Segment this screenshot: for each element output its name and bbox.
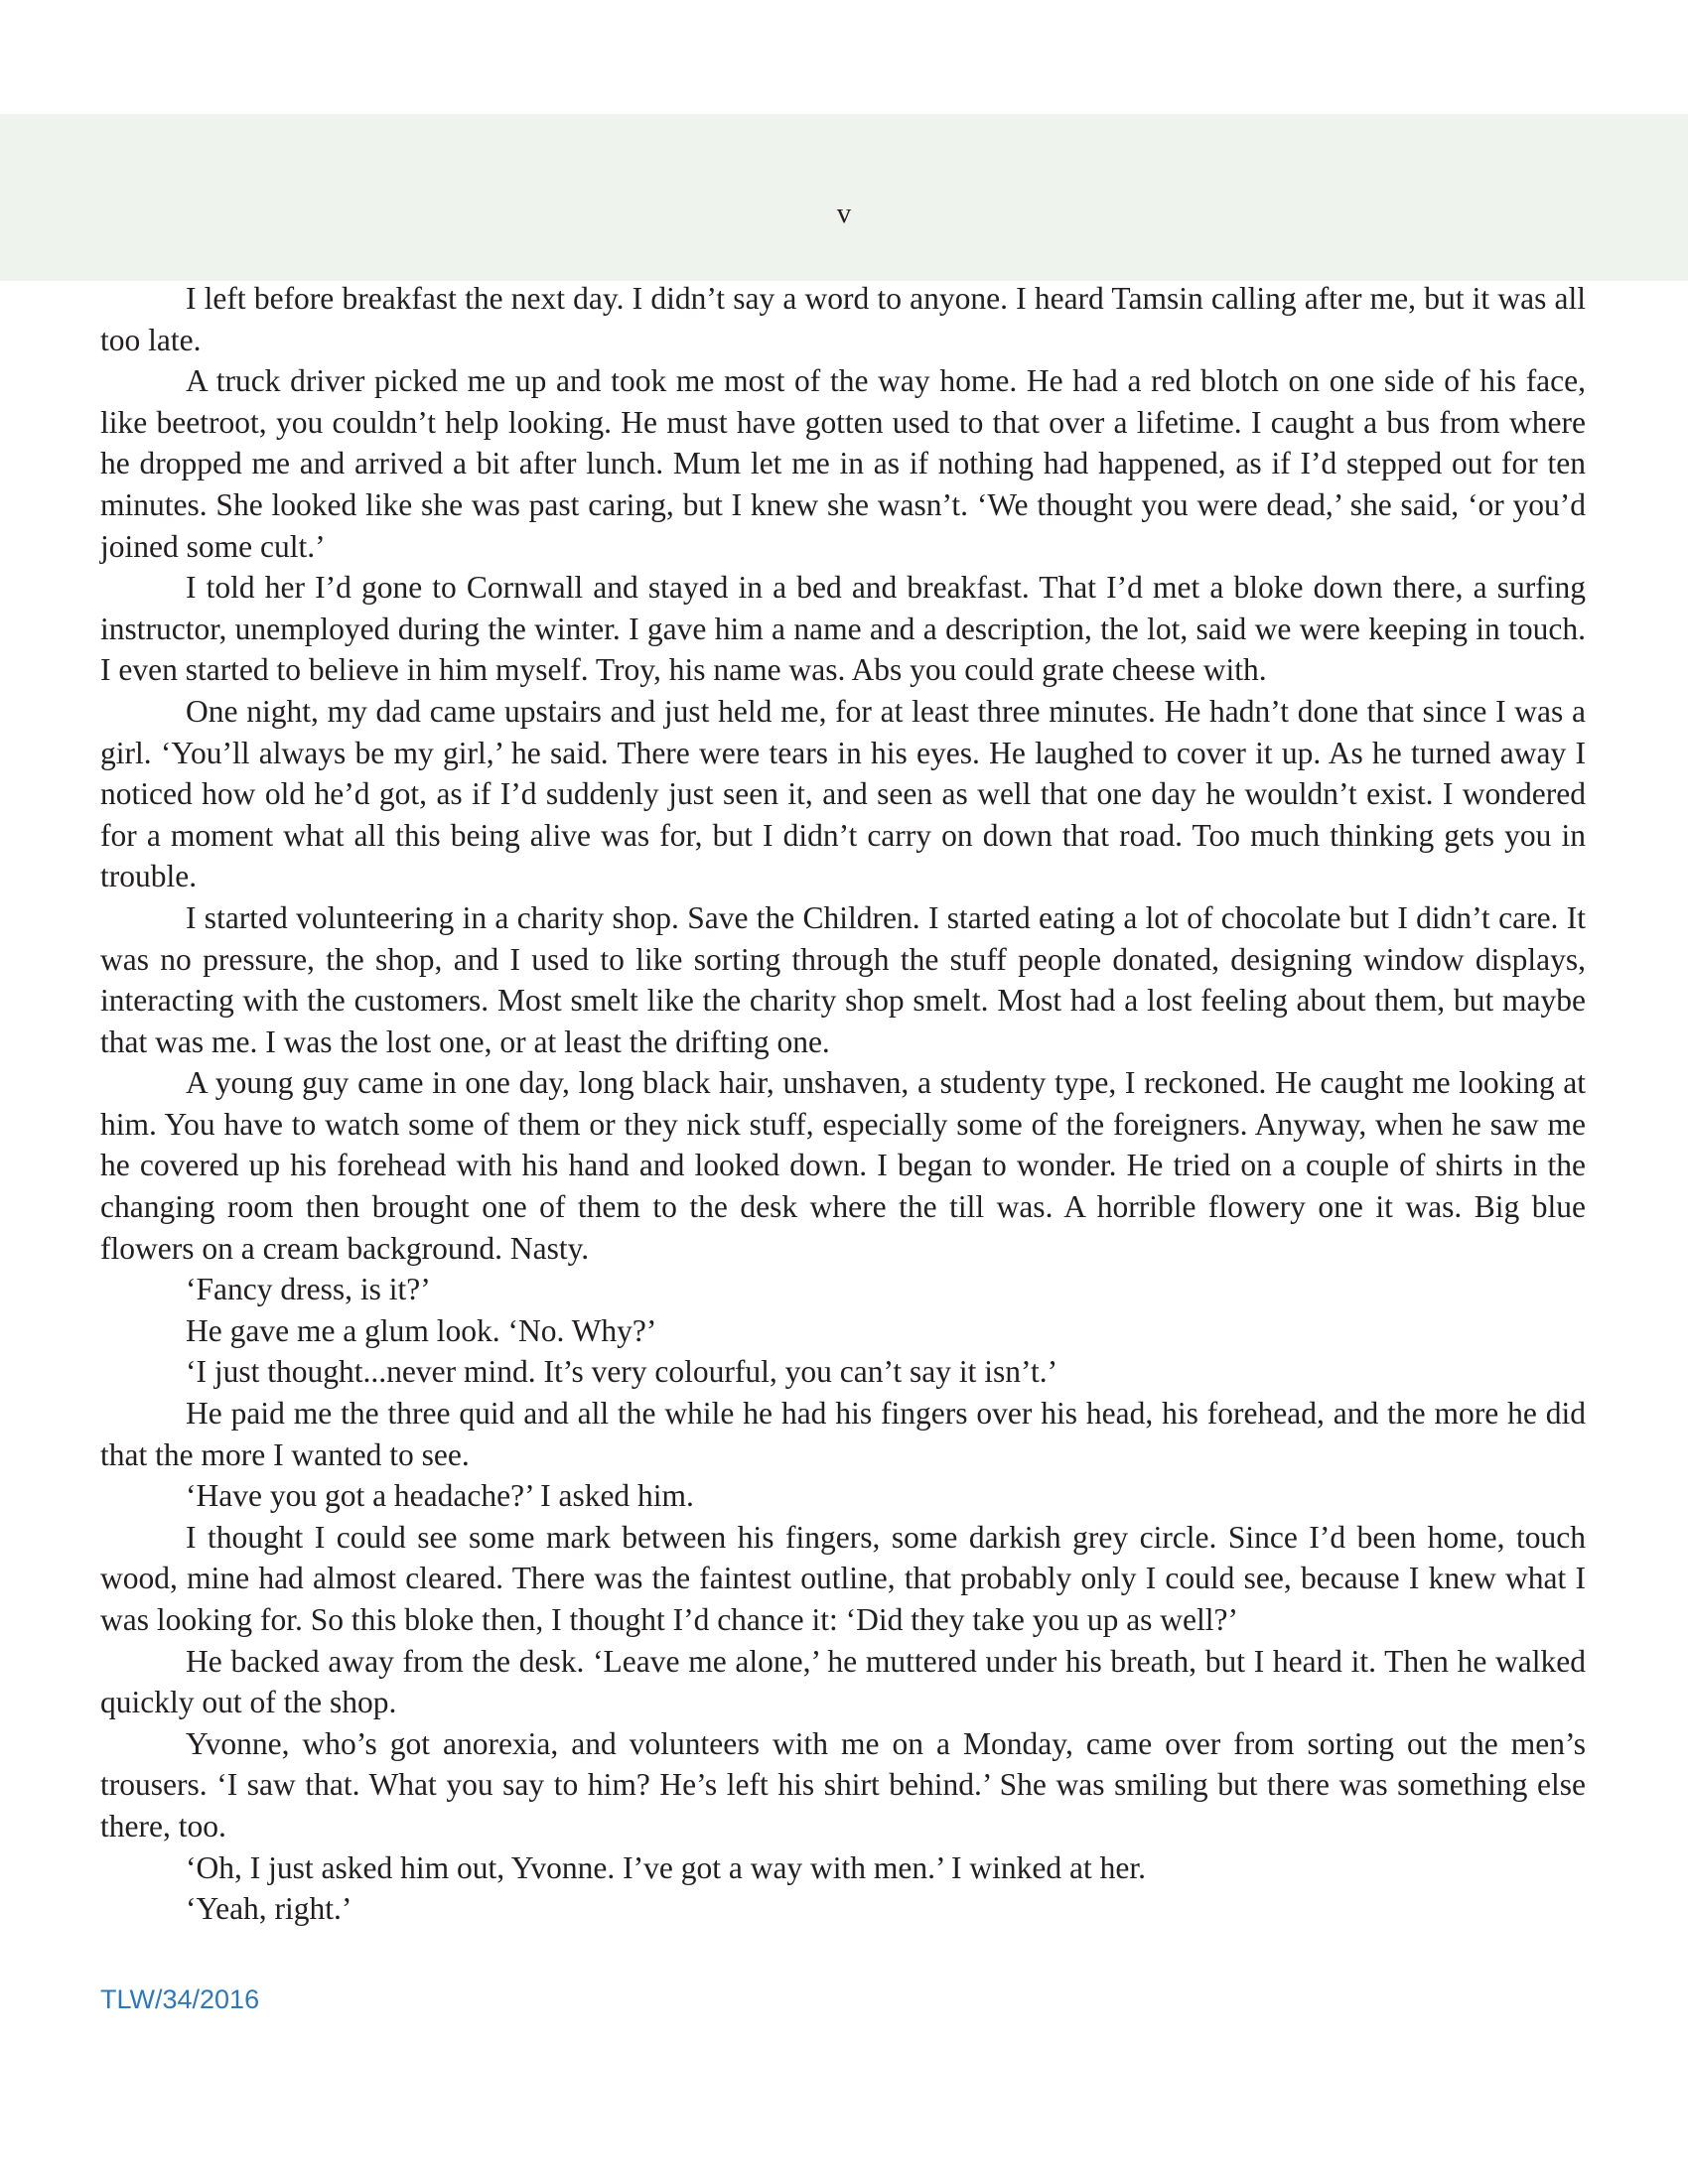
paragraph-9: ‘I just thought...never mind. It’s very colourful, you can’t say it isn’t.’ — [186, 1354, 1058, 1390]
paragraph-16: ‘Yeah, right.’ — [186, 1891, 352, 1927]
paragraph-8: He gave me a glum look. ‘No. Why?’ — [186, 1312, 657, 1348]
story-text — [100, 278, 1586, 1930]
paragraph-10: He paid me the three quid and all the while he had his fingers over his head, his forehead, and the more he did that the more I wanted to see. — [100, 1396, 1586, 1472]
paragraph-15: ‘Oh, I just asked him out, Yvonne. I’ve got a way with men.’ I winked at her. — [186, 1849, 1146, 1885]
paragraph-7: ‘Fancy dress, is it?’ — [186, 1272, 431, 1307]
paragraph-14: Yvonne, who’s got anorexia, and volunteers with me on a Monday, came over from sorting out the men’s trousers. ‘I saw that. What you say to him? He’s left his shirt behind.’ She was smiling but there was something else there, too. — [100, 1725, 1586, 1843]
document-reference: TLW/34/2016 — [100, 1984, 260, 2014]
paragraph-1: I left before breakfast the next day. I didn’t say a word to anyone. I heard Tamsin calling after me, but it was all too late. — [100, 281, 1586, 357]
paragraph-3: I told her I’d gone to Cornwall and stayed in a bed and breakfast. That I’d met a bloke down there, a surfing instructor, unemployed during the winter. I gave him a name and a description, the lot, said we were keeping in touch. I even started to believe in him myself. Troy, his name was. Abs you could grate cheese with. — [100, 570, 1586, 688]
paragraph-11: ‘Have you got a headache?’ I asked him. — [186, 1478, 694, 1514]
paragraph-5: I started volunteering in a charity shop. Save the Children. I started eating a lot of chocolate but I didn’t care. It was no pressure, the shop, and I used to like sorting through the stuff people donated, designing window displays, interacting with the customers. Most smelt like the charity shop smelt. Most had a lost feeling about them, but maybe that was me. I was the lost one, or at least the drifting one. — [100, 899, 1586, 1059]
section-numeral: v — [836, 198, 852, 229]
paragraph-2: A truck driver picked me up and took me most of the way home. He had a red blotch on one side of his face, like beetroot, you couldn’t help looking. He must have gotten used to that over a lifetime. I caught a bus from where he dropped me and arrived a bit after lunch. Mum let me in as if nothing had happened, as if I’d stepped out for ten minutes. She looked like she was past caring, but I knew she wasn’t. ‘We thought you were dead,’ she said, ‘or you’d joined some cult.’ — [100, 363, 1586, 564]
paragraph-12: I thought I could see some mark between his fingers, some darkish grey circle. Since I’d been home, touch wood, mine had almost cleared. There was the faintest outline, that probably only I could see, because I knew what I was looking for. So this bloke then, I thought I’d chance it: ‘Did they take you up as well?’ — [100, 1519, 1586, 1637]
paragraph-13: He backed away from the desk. ‘Leave me alone,’ he muttered under his breath, but I heard it. Then he walked quickly out of the shop. — [100, 1643, 1586, 1720]
paragraph-6: A young guy came in one day, long black hair, unshaven, a studenty type, I reckoned. He caught me looking at him. You have to watch some of them or they nick stuff, especially some of the foreigners. Anyway, when he saw me he covered up his forehead with his hand and looked down. I began to wonder. He tried on a couple of shirts in the changing room then brought one of them to the desk where the till was. A horrible flowery one it was. Big blue flowers on a cream background. Nasty. — [100, 1065, 1586, 1266]
paragraph-4: One night, my dad came upstairs and just held me, for at least three minutes. He hadn’t done that since I was a girl. ‘You’ll always be my girl,’ he said. There were tears in his eyes. He laughed to cover it up. As he turned away I noticed how old he’d got, as if I’d suddenly just seen it, and seen as well that one day he wouldn’t exist. I wondered for a moment what all this being alive was for, but I didn’t carry on down that road. Too much thinking gets you in trouble. — [100, 693, 1586, 894]
